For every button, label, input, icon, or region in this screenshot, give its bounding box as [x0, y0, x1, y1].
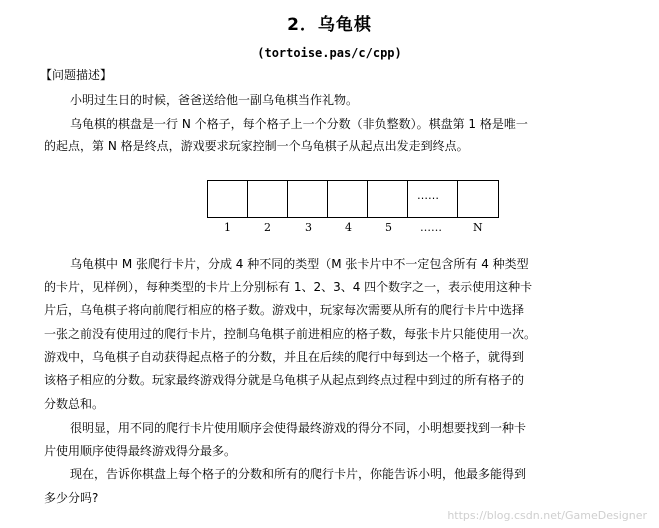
paragraph-line: 现在，告诉你棋盘上每个格子的分数和所有的爬行卡片，你能告诉小明，他最多能得到 [70, 467, 527, 481]
paragraph-line: 游戏中，乌龟棋子自动获得起点格子的分数，并且在后续的爬行中每到达一个格子，就得到 [44, 350, 525, 364]
board-cell [248, 181, 288, 217]
file-subtitle: (tortoise.pas/c/cpp) [257, 46, 402, 60]
board-cell [458, 181, 498, 217]
watermark: https://blog.csdn.net/GameDesigner [447, 509, 647, 522]
board-cell [288, 181, 328, 217]
board-diagram [207, 180, 499, 218]
page-title: 2．乌龟棋 [287, 15, 372, 35]
section-heading: 【问题描述】 [40, 68, 113, 82]
paragraph-line: 多少分吗? [44, 491, 99, 505]
board-label: …… [420, 221, 442, 234]
board-label: N [473, 221, 483, 234]
board-label: 2 [264, 221, 271, 234]
board-label: 4 [345, 221, 352, 234]
board-label: 5 [385, 221, 392, 234]
paragraph-line: 的卡片，见样例），每种类型的卡片上分别标有 1、2、3、4 四个数字之一，表示使用这种卡 [44, 280, 533, 294]
paragraph-line: 该格子相应的分数。玩家最终游戏得分就是乌龟棋子从起点到终点过程中到过的所有格子的 [44, 373, 525, 387]
board-cell [208, 181, 248, 217]
board-label: 1 [224, 221, 231, 234]
paragraph-line: 一张之前没有使用过的爬行卡片，控制乌龟棋子前进相应的格子数，每张卡片只能使用一次。 [44, 327, 537, 341]
board-cell-ellipsis [408, 181, 458, 217]
paragraph-line: 片使用顺序使得最终游戏得分最多。 [44, 444, 237, 458]
paragraph-line: 片后，乌龟棋子将向前爬行相应的格子数。游戏中，玩家每次需要从所有的爬行卡片中选择 [44, 303, 525, 317]
ellipsis-text: …… [417, 189, 439, 202]
paragraph-line: 小明过生日的时候，爸爸送给他一副乌龟棋当作礼物。 [70, 93, 359, 107]
board-labels [207, 221, 497, 239]
paragraph-line: 乌龟棋的棋盘是一行 N 个格子，每个格子上一个分数（非负整数）。棋盘第 1 格是唯一 [70, 117, 528, 131]
paragraph-line: 乌龟棋中 M 张爬行卡片，分成 4 种不同的类型（M 张卡片中不一定包含所有 4 种类型 [70, 257, 529, 271]
paragraph-line: 的起点，第 N 格是终点，游戏要求玩家控制一个乌龟棋子从起点出发走到终点。 [44, 139, 469, 153]
board-cell [368, 181, 408, 217]
paragraph-line: 很明显，用不同的爬行卡片使用顺序会使得最终游戏的得分不同，小明想要找到一种卡 [70, 421, 527, 435]
board-cell [328, 181, 368, 217]
board-label: 3 [305, 221, 312, 234]
paragraph-line: 分数总和。 [44, 397, 105, 411]
